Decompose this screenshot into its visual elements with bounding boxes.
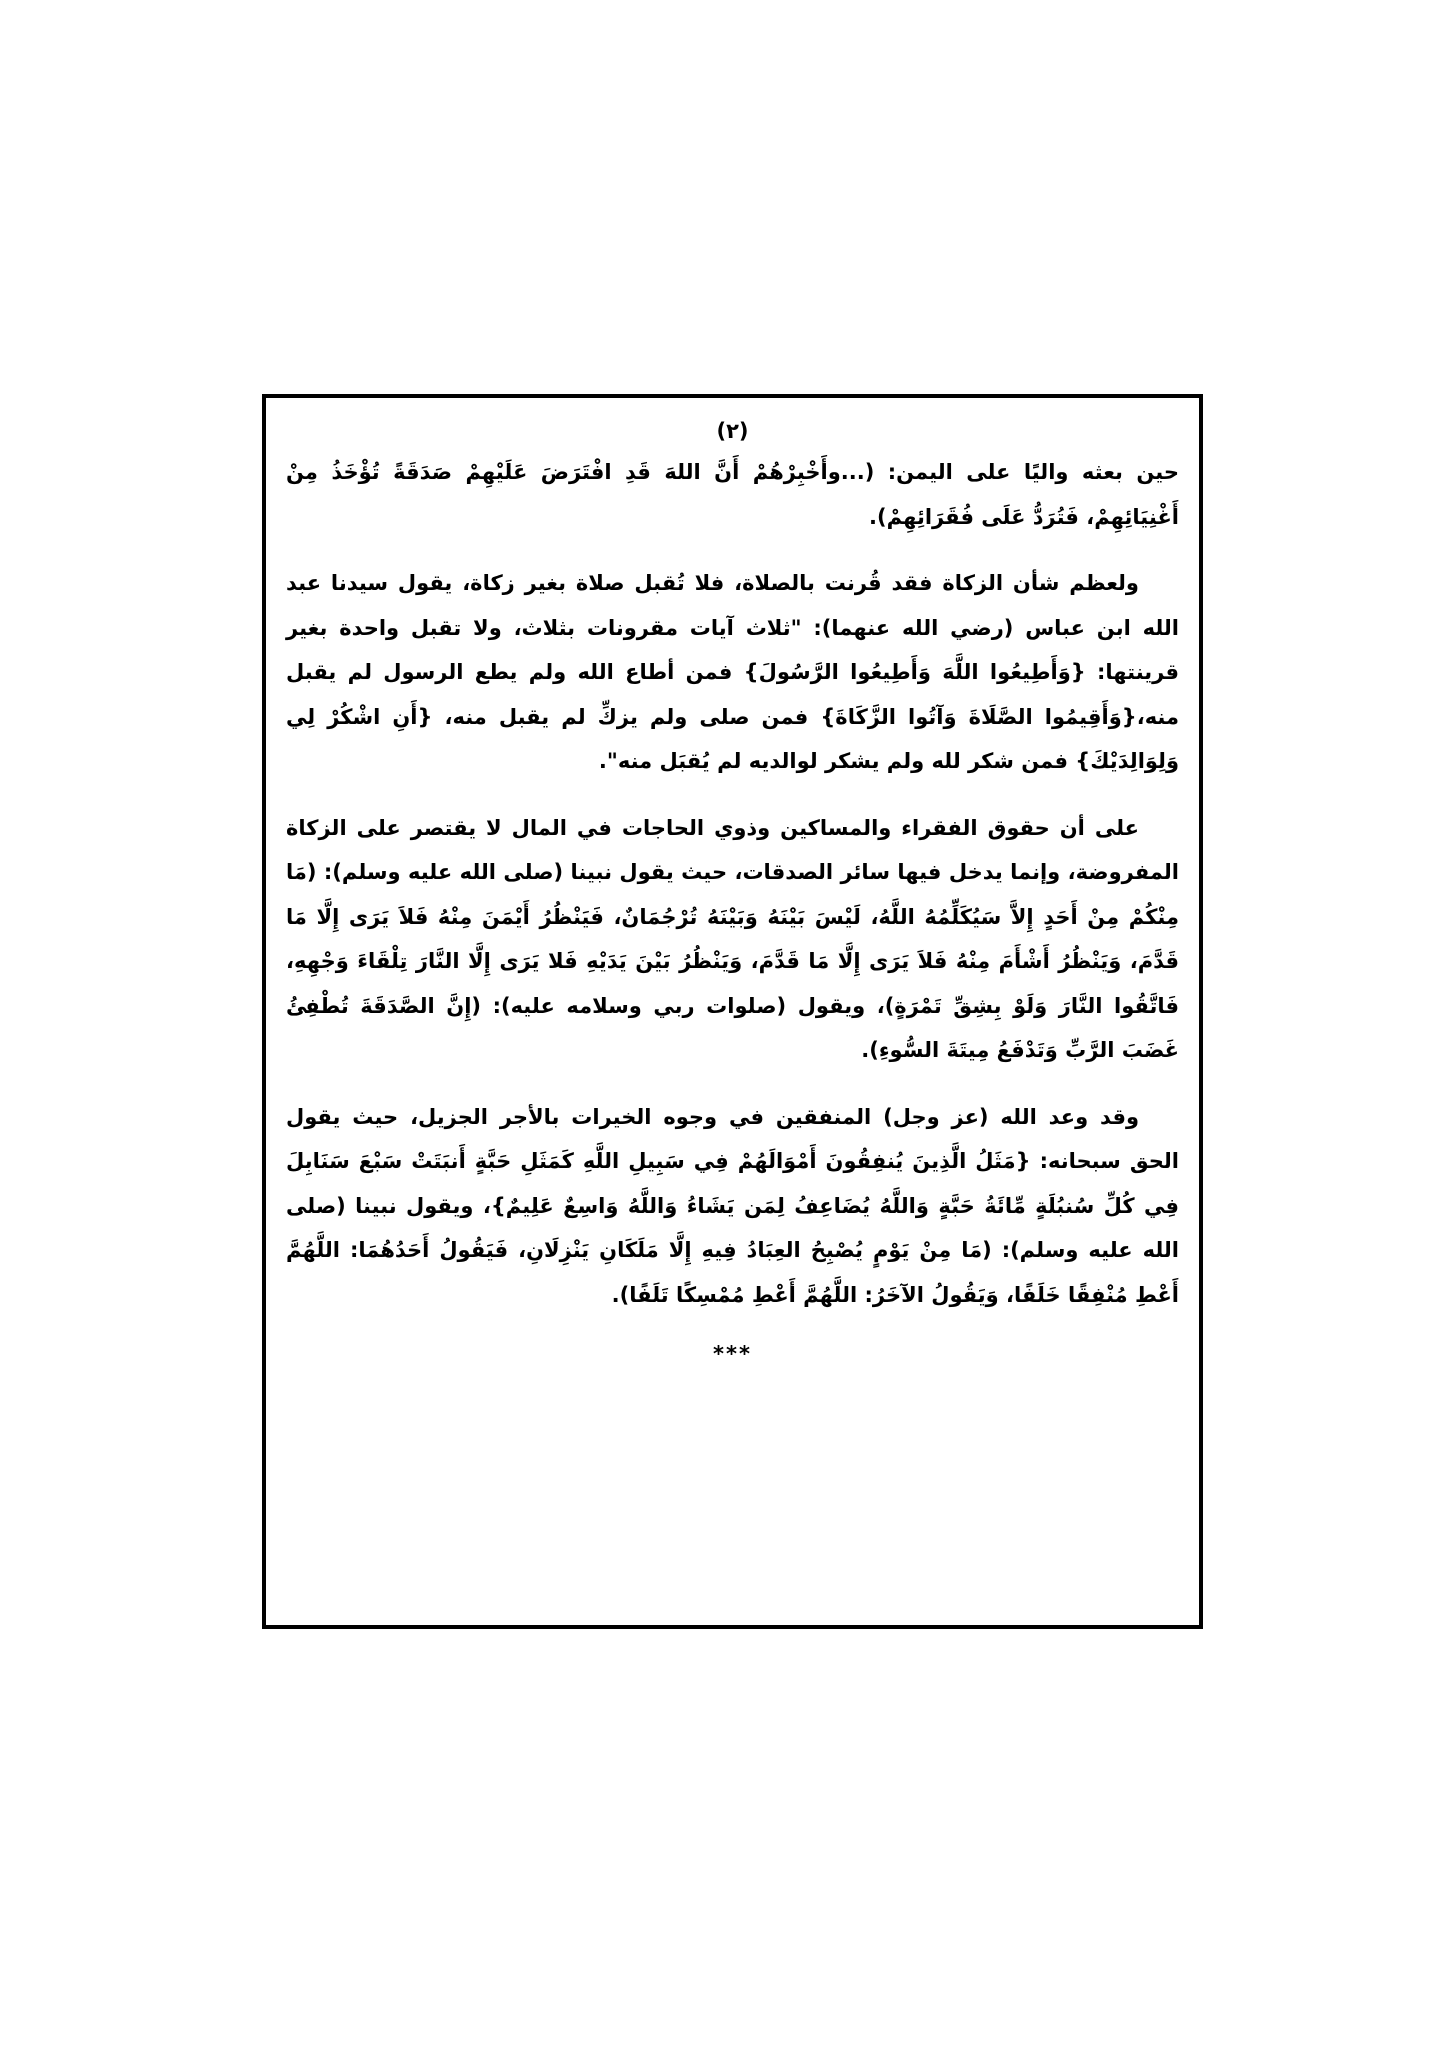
- paragraph-gap: [286, 784, 1179, 806]
- page-number: (٢): [716, 419, 749, 443]
- section-end-asterisks: ***: [713, 1342, 752, 1366]
- paragraph-2: ولعظم شأن الزكاة فقد قُرنت بالصلاة، فلا تُقبل صلاة بغير زكاة، يقول سيدنا عبد الله ابن عباس (رضي الله عنهما): "ثلاث آيات مقرونات بثلاث، ولا تقبل واحدة بغير قرينتها: {وَأَطِيعُوا اللَّهَ وَأَطِيعُوا الرَّسُولَ} فمن أطاع الله ولم يطع الرسول لم يقبل منه،{وَأَقِيمُوا الصَّلَاةَ وَآتُوا الزَّكَاةَ} فمن صلى ولم يزكِّ لم يقبل منه، {أَنِ اشْكُرْ لِي وَلِوَالِدَيْكَ} فمن شكر لله ولم يشكر لوالديه لم يُقبَل منه".: [286, 571, 1179, 773]
- paragraph-1: حين بعثه واليًا على اليمن: (...وأَخْبِرْهُمْ أَنَّ اللهَ قَدِ افْتَرَضَ عَلَيْهِمْ صَدَقَةً تُؤْخَذُ مِنْ أَغْنِيَائِهِمْ، فَتُرَدُّ عَلَى فُقَرَائِهِمْ).: [286, 460, 1179, 529]
- paragraph-3: على أن حقوق الفقراء والمساكين وذوي الحاجات في المال لا يقتصر على الزكاة المفروضة، وإنما يدخل فيها سائر الصدقات، حيث يقول نبينا (صلى الله عليه وسلم): (مَا مِنْكُمْ مِنْ أَحَدٍ إِلاَّ سَيُكَلِّمُهُ اللَّهُ، لَيْسَ بَيْنَهُ وَبَيْنَهُ تُرْجُمَانٌ، فَيَنْظُرُ أَيْمَنَ مِنْهُ فَلاَ يَرَى إِلَّا مَا قَدَّمَ، وَيَنْظُرُ أَشْأَمَ مِنْهُ فَلاَ يَرَى إِلَّا مَا قَدَّمَ، وَيَنْظُرُ بَيْنَ يَدَيْهِ فَلا يَرَى إِلَّا النَّارَ تِلْقَاءَ وَجْهِهِ، فَاتَّقُوا النَّارَ وَلَوْ بِشِقِّ تَمْرَةٍ)، ويقول (صلوات ربي وسلامه عليه): (إِنَّ الصَّدَقَةَ تُطْفِئُ غَضَبَ الرَّبِّ وَتَدْفَعُ مِيتَةَ السُّوءِ).: [286, 815, 1179, 1062]
- page-content: [286, 414, 1179, 1371]
- paragraph-gap: [286, 539, 1179, 561]
- paragraph-gap: [286, 1073, 1179, 1095]
- paragraph-4: وقد وعد الله (عز وجل) المنفقين في وجوه الخيرات بالأجر الجزيل، حيث يقول الحق سبحانه: {مَثَلُ الَّذِينَ يُنفِقُونَ أَمْوَالَهُمْ فِي سَبِيلِ اللَّهِ كَمَثَلِ حَبَّةٍ أَنبَتَتْ سَبْعَ سَنَابِلَ فِي كُلِّ سُنبُلَةٍ مِّائَةُ حَبَّةٍ وَاللَّهُ يُضَاعِفُ لِمَن يَشَاءُ وَاللَّهُ وَاسِعٌ عَلِيمٌ}، ويقول نبينا (صلى الله عليه وسلم): (مَا مِنْ يَوْمٍ يُصْبِحُ العِبَادُ فِيهِ إِلَّا مَلَكَانِ يَنْزِلَانِ، فَيَقُولُ أَحَدُهُمَا: اللَّهُمَّ أَعْطِ مُنْفِقًا خَلَفًا، وَيَقُولُ الآخَرُ: اللَّهُمَّ أَعْطِ مُمْسِكًا تَلَفًا).: [286, 1104, 1179, 1307]
- page-frame: [262, 394, 1203, 1629]
